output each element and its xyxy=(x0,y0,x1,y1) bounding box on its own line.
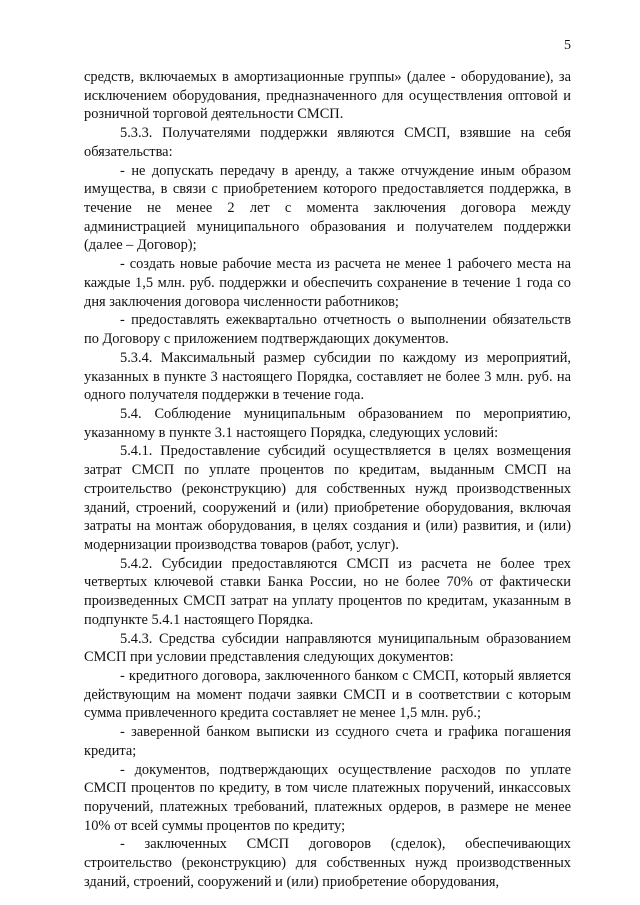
paragraph-5-4-3: 5.4.3. Средства субсидии направляются муниципальным образованием СМСП при условии представления следующих документов: xyxy=(84,630,571,666)
paragraph-5-4-2: 5.4.2. Субсидии предоставляются СМСП из расчета не более трех четвертых ключевой ставки Банка России, но не более 70% от фактически произведенных СМСП затрат на уплату процентов по кредитам, указанным в подпункте 5.4.1 настоящего Порядка. xyxy=(84,555,571,628)
paragraph-obligation-new-jobs: - создать новые рабочие места из расчета не менее 1 рабочего места на каждые 1,5 млн. руб. поддержки и обеспечить сохранение в течение 1 года со дня заключения договора численности работников; xyxy=(84,256,571,310)
page-number: 5 xyxy=(564,38,571,53)
paragraph-obligation-reporting: - предоставлять ежеквартально отчетность о выполнении обязательств по Договору с приложением подтверждающих документов. xyxy=(84,312,571,348)
document-body xyxy=(84,68,571,892)
paragraph-continuation: средств, включаемых в амортизационные группы» (далее - оборудование), за исключением оборудования, предназначенного для осуществления оптовой и розничной торговой деятельности СМСП. xyxy=(84,69,571,123)
paragraph-doc-payment-proof: - документов, подтверждающих осуществление расходов по уплате СМСП процентов по кредиту, в том числе платежных поручений, инкассовых поручений, платежных требований, платежных ордеров, в размере не менее 10% от всей суммы процентов по кредиту; xyxy=(84,761,571,834)
paragraph-5-4: 5.4. Соблюдение муниципальным образованием по мероприятию, указанному в пункте 3.1 настоящего Порядка, следующих условий: xyxy=(84,405,571,441)
paragraph-doc-credit-agreement: - кредитного договора, заключенного банком с СМСП, который является действующим на момент подачи заявки СМСП и в соответствии с которым сумма привлеченного кредита составляет не менее 1,5 млн. руб.; xyxy=(84,668,571,722)
paragraph-5-3-4: 5.3.4. Максимальный размер субсидии по каждому из мероприятий, указанных в пункте 3 настоящего Порядка, составляет не более 3 млн. руб. на одного получателя поддержки в течение года. xyxy=(84,349,571,404)
paragraph-doc-contracts: - заключенных СМСП договоров (сделок), обеспечивающих строительство (реконструкцию) для собственных нужд производственных зданий, строений, сооружений и (или) приобретение оборудования, xyxy=(84,836,571,890)
paragraph-5-3-3: 5.3.3. Получателями поддержки являются СМСП, взявшие на себя обязательства: xyxy=(84,125,571,160)
paragraph-5-4-1: 5.4.1. Предоставление субсидий осуществляется в целях возмещения затрат СМСП по уплате процентов по кредитам, выданным СМСП на строительство (реконструкцию) для собственных нужд производственных зданий, строений, сооружений и (или) приобретение оборудования, включая затраты на монтаж оборудования, в целях создания и (или) развития, и (или) модернизации производства товаров (работ, услуг). xyxy=(84,443,571,553)
paragraph-obligation-no-transfer: - не допускать передачу в аренду, а также отчуждение иным образом имущества, в связи с приобретением которого предоставляется поддержка, в течение не менее 2 лет с момента заключения договора между администрацией муниципального образования и получателем поддержки (далее – Договор); xyxy=(84,162,571,254)
paragraph-doc-bank-statement: - заверенной банком выписки из ссудного счета и графика погашения кредита; xyxy=(84,724,571,759)
